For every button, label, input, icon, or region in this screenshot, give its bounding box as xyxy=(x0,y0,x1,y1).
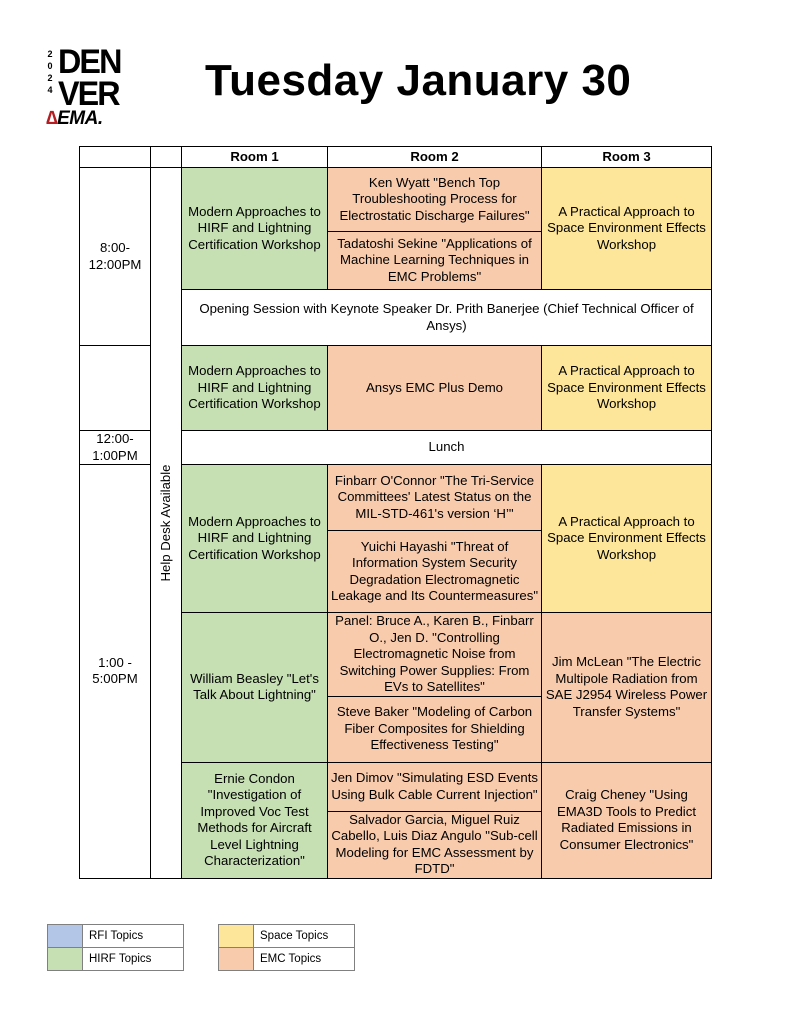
time-lunch: 12:00-1:00PM xyxy=(80,431,151,465)
legend-rfi-label: RFI Topics xyxy=(83,925,184,948)
logo-year: 2 0 2 4 xyxy=(47,49,53,95)
header-helpdesk-blank xyxy=(151,147,182,168)
session-r3-row1: A Practical Approach to Space Environment Effects Workshop xyxy=(542,168,712,290)
denver-2024-ema-logo xyxy=(44,44,134,128)
legend-emc-label: EMC Topics xyxy=(254,948,355,971)
session-r2-row5a: Jen Dimov "Simulating ESD Events Using Bulk Cable Current Injection" xyxy=(328,763,541,812)
time-morning-cont xyxy=(80,346,151,431)
legend-emc-swatch xyxy=(219,948,254,971)
session-r2-row3a: Finbarr O'Connor "The Tri-Service Committees' Latest Status on the MIL-STD-461's version ‘H’" xyxy=(328,465,542,531)
logo-ema: ∆EMA. xyxy=(46,108,103,129)
header-time-blank xyxy=(80,147,151,168)
logo-line-den: DEN xyxy=(58,43,121,81)
session-r1-row4: William Beasley "Let's Talk About Lightning" xyxy=(182,613,328,763)
legend-space-swatch xyxy=(219,925,254,948)
legend-rfi-swatch xyxy=(48,925,83,948)
legend-left xyxy=(47,924,184,971)
time-afternoon: 1:00 - 5:00PM xyxy=(80,465,151,879)
session-r1-row5: Ernie Condon "Investigation of Improved Voc Test Methods for Aircraft Level Lightning Characterization" xyxy=(182,762,328,878)
schedule-table xyxy=(79,146,712,879)
logo-line-ver: VER xyxy=(58,75,119,113)
session-r2-row4a: Panel: Bruce A., Karen B., Finbarr O., Jen D. "Controlling Electromagnetic Noise from Switching Power Supplies: From EVs to Satellites" xyxy=(328,613,542,697)
session-r3-row4: Jim McLean "The Electric Multipole Radiation from SAE J2954 Wireless Power Transfer Systems" xyxy=(542,613,712,763)
session-r3-row5: Craig Cheney "Using EMA3D Tools to Predict Radiated Emissions in Consumer Electronics" xyxy=(542,762,712,878)
legend-hirf-label: HIRF Topics xyxy=(83,948,184,971)
legend-hirf-swatch xyxy=(48,948,83,971)
session-r2-row5 xyxy=(328,762,542,878)
header-room-1: Room 1 xyxy=(182,147,328,168)
session-r2-row2: Ansys EMC Plus Demo xyxy=(328,346,542,431)
session-r3-row2: A Practical Approach to Space Environment Effects Workshop xyxy=(542,346,712,431)
header-room-2: Room 2 xyxy=(328,147,542,168)
session-r2-row1b: Tadatoshi Sekine "Applications of Machine Learning Techniques in EMC Problems" xyxy=(328,232,542,290)
legend-right xyxy=(218,924,355,971)
session-r1-row2: Modern Approaches to HIRF and Lightning Certification Workshop xyxy=(182,346,328,431)
lunch-break: Lunch xyxy=(182,431,712,465)
session-r1-row1: Modern Approaches to HIRF and Lightning Certification Workshop xyxy=(182,168,328,290)
session-r2-row4b: Steve Baker "Modeling of Carbon Fiber Composites for Shielding Effectiveness Testing" xyxy=(328,696,542,762)
session-r2-row1a: Ken Wyatt "Bench Top Troubleshooting Process for Electrostatic Discharge Failures" xyxy=(328,168,542,232)
page-title: Tuesday January 30 xyxy=(205,56,632,105)
legend-space-label: Space Topics xyxy=(254,925,355,948)
session-r3-row3: A Practical Approach to Space Environment Effects Workshop xyxy=(542,465,712,613)
opening-session: Opening Session with Keynote Speaker Dr. Prith Banerjee (Chief Technical Officer of Ansys) xyxy=(182,290,712,346)
session-r1-row3: Modern Approaches to HIRF and Lightning Certification Workshop xyxy=(182,465,328,613)
ema-triangle-icon: ∆ xyxy=(46,108,58,129)
time-morning: 8:00-12:00PM xyxy=(80,168,151,346)
session-r2-row3b: Yuichi Hayashi "Threat of Information System Security Degradation Electromagnetic Leakage and Its Countermeasures" xyxy=(328,531,542,613)
header-room-3: Room 3 xyxy=(542,147,712,168)
session-r2-row5b: Salvador Garcia, Miguel Ruiz Cabello, Luis Diaz Angulo "Sub-cell Modeling for EMC Assessment by FDTD" xyxy=(331,811,538,876)
help-desk-column: Help Desk Available xyxy=(151,168,182,879)
